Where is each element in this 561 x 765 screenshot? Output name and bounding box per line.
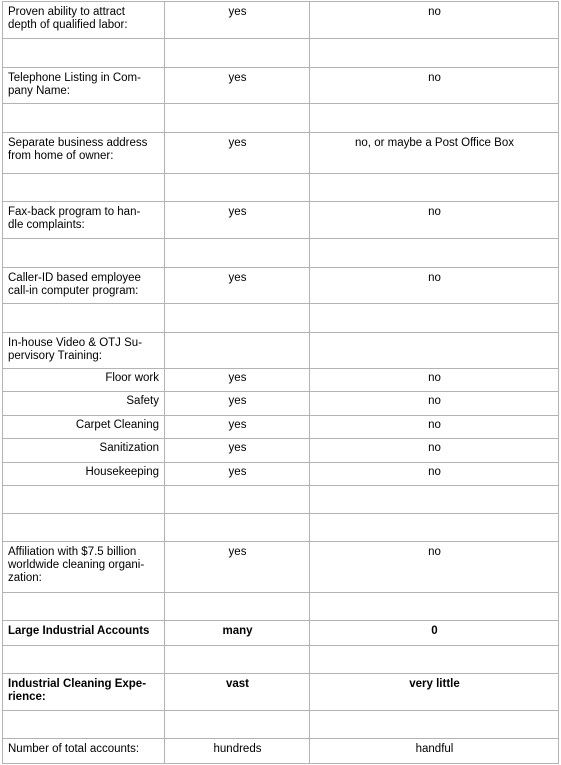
table-row (3, 646, 559, 674)
row-value-no: no (310, 202, 559, 239)
row-value-yes: hundreds (165, 739, 310, 764)
row-value-yes (165, 104, 310, 133)
row-value-yes (165, 646, 310, 674)
row-label: Separate business address from home of owner: (3, 133, 165, 174)
row-value-yes (165, 593, 310, 621)
row-label (3, 486, 165, 514)
row-value-no (310, 304, 559, 333)
table-row (3, 514, 559, 542)
row-value-yes (165, 39, 310, 68)
table-row (3, 739, 559, 764)
row-value-yes: yes (165, 68, 310, 104)
row-value-no: no (310, 369, 559, 392)
row-value-yes: yes (165, 133, 310, 174)
table-row (3, 2, 559, 39)
row-value-no: no (310, 392, 559, 416)
row-value-no (310, 174, 559, 202)
row-value-no: no (310, 463, 559, 486)
row-label (3, 174, 165, 202)
row-label: Number of total accounts: (3, 739, 165, 764)
row-label (3, 304, 165, 333)
row-value-yes: yes (165, 463, 310, 486)
row-value-no (310, 486, 559, 514)
row-value-no: no (310, 2, 559, 39)
row-label (3, 711, 165, 739)
table-row (3, 674, 559, 711)
table-row (3, 104, 559, 133)
row-value-yes: yes (165, 416, 310, 439)
table-row (3, 333, 559, 369)
row-value-no: no (310, 542, 559, 593)
row-label: Telephone Listing in Com- pany Name: (3, 68, 165, 104)
row-value-yes: yes (165, 542, 310, 593)
table-row (3, 304, 559, 333)
row-value-no (310, 239, 559, 268)
row-value-no: no (310, 439, 559, 463)
row-value-yes (165, 304, 310, 333)
row-value-yes (165, 514, 310, 542)
row-value-no (310, 514, 559, 542)
row-value-no: no, or maybe a Post Office Box (310, 133, 559, 174)
row-value-no: no (310, 268, 559, 304)
row-value-yes (165, 486, 310, 514)
row-value-no (310, 104, 559, 133)
row-label: Housekeeping (3, 463, 165, 486)
comparison-table (2, 1, 559, 764)
table-row (3, 133, 559, 174)
row-label (3, 104, 165, 133)
table-row (3, 593, 559, 621)
row-value-no (310, 646, 559, 674)
table-row (3, 174, 559, 202)
row-label (3, 39, 165, 68)
row-label (3, 593, 165, 621)
row-value-no (310, 333, 559, 369)
row-value-no: 0 (310, 621, 559, 646)
row-label: In-house Video & OTJ Su- pervisory Training: (3, 333, 165, 369)
row-value-yes: yes (165, 392, 310, 416)
table-row (3, 486, 559, 514)
table-row (3, 369, 559, 392)
row-value-yes: yes (165, 439, 310, 463)
row-value-no (310, 39, 559, 68)
row-label (3, 239, 165, 268)
row-label (3, 514, 165, 542)
table-row (3, 392, 559, 416)
row-value-yes: yes (165, 369, 310, 392)
table-row (3, 621, 559, 646)
table-row (3, 68, 559, 104)
row-value-yes: yes (165, 202, 310, 239)
table-row (3, 239, 559, 268)
table-row (3, 268, 559, 304)
table-row (3, 439, 559, 463)
table-row (3, 542, 559, 593)
row-label: Safety (3, 392, 165, 416)
row-value-yes: vast (165, 674, 310, 711)
table-row (3, 416, 559, 439)
row-label (3, 646, 165, 674)
row-value-yes: many (165, 621, 310, 646)
row-label: Affiliation with $7.5 billion worldwide cleaning organi- zation: (3, 542, 165, 593)
row-label: Fax-back program to han- dle complaints: (3, 202, 165, 239)
row-value-no (310, 593, 559, 621)
row-value-no: no (310, 68, 559, 104)
table-row (3, 202, 559, 239)
row-label: Proven ability to attract depth of qualified labor: (3, 2, 165, 39)
row-value-yes (165, 711, 310, 739)
row-label: Industrial Cleaning Expe- rience: (3, 674, 165, 711)
row-value-no: handful (310, 739, 559, 764)
table-row (3, 463, 559, 486)
table-row (3, 39, 559, 68)
row-value-no: no (310, 416, 559, 439)
row-value-no (310, 711, 559, 739)
row-label: Large Industrial Accounts (3, 621, 165, 646)
table-row (3, 711, 559, 739)
row-value-no: very little (310, 674, 559, 711)
row-value-yes (165, 333, 310, 369)
row-label: Sanitization (3, 439, 165, 463)
row-value-yes (165, 174, 310, 202)
row-label: Caller-ID based employee call-in computer program: (3, 268, 165, 304)
row-value-yes (165, 239, 310, 268)
row-value-yes: yes (165, 268, 310, 304)
row-label: Carpet Cleaning (3, 416, 165, 439)
row-value-yes: yes (165, 2, 310, 39)
row-label: Floor work (3, 369, 165, 392)
